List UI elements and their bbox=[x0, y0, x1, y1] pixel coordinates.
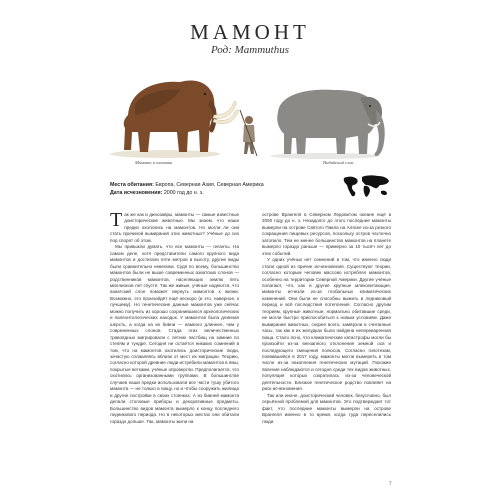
genus-subtitle: Род: Mammuthus bbox=[210, 44, 290, 56]
hunter-illustration bbox=[240, 110, 257, 156]
page-title: МАМОНТ bbox=[190, 20, 310, 44]
paragraph: острове Врангеля в Северном Ледовитом океане ещё в 2000 году до н. э. Незадолго до этого последние мамонты вымерли на острове Святого Павла на Аляске из-за резкого сокращения пищевых ресурсов, поскольку остров частично затопило. Тем не менее большинство мамонтов на планете вымерло гораздо раньше — примерно за 10 тысяч лет до этих событий. bbox=[262, 212, 391, 256]
info-block bbox=[110, 182, 264, 197]
paragraph: Так же как и динозавры, мамонты — самые известные доисторические животные. Мы знаем, что наши предки охотились на мамонтов. Но могли ли они стать причиной вымирания этих животных? Учёные до сих пор спорят об этом. bbox=[110, 209, 239, 243]
paragraph: Так или иначе, доисторический человек, безусловно, был серьёзной проблемой для мамонтов. Это подтверждает тот факт, что последние мамонты вымерли на острове Врангеля именно в то время, когда туда переселились люди. bbox=[262, 392, 391, 424]
habitat-line bbox=[110, 182, 264, 190]
page-number: 7 bbox=[389, 482, 392, 487]
paragraph: Мы привыкли думать, что все мамонты — гиганты. На самом деле, хотя представители самого крупного вида мамонтов и достигали пяти метров в высоту, другие виды были сравнительно невелики. Судя по всему, большинство мамонтов были не выше современных азиатских слонов — родственников мамонтов, населяющих землю пять миллионов лет спустя. Так же живые, учёные надеются, что азиатский слон поможет вернуть мамонтов к жизни. Возможно, это произойдёт ещё нескоро (и это, наверное, к лучшему). Но генетические данные мамонтов уже сейчас можно получить из хорошо сохранившихся археологических и палеонтологических находок. У мамонтов была длинная шерсть, а когда на их бивни — намного длиннее, чем у современных слонов. Стада этих величественных травоядных мигрировали с летних пастбищ на зимние по степям и тундре. Сегодня не остаётся никаких сомнений в том, что на мамонтов охотились доисторические люди, зачастую сплавляясь вблизи от мест их миграции. Теорию, согласно которой древние люди истребили мамонтов в ямы, покрытые ветками, учёные опровергли. Предполагается, что охотились организованными группами. В большинстве случаев наши предки использовали все части тушу убитого мамонта — не только в пищу, но и чтобы сооружать жилища и другие постройки в своих стоянках. А из бивней мамонта делали столовые приборы и декоративные предметы. Большинство видов мамонта вымерло к концу последнего ледникового периода. Но в некоторых местах они обитали гораздо дольше. Так, мамонты жили на bbox=[110, 244, 239, 424]
mammoth-elephant-illustration bbox=[110, 60, 400, 165]
paragraph: У одних учёных нет сомнений в том, что именно люди стали одной из причин исчезновения. Существуют теории, согласно которым человек массово истреблял мамонтов, особенно на территории Северной Америки. Другие учёные полагают, что, как и другие крупные млекопитающие, мамонты исчезли из-за глобальных климатических изменений. Они были не способны выжить в ледниковый период и всё последствия потепления. Согласно другим теориям, крупные животные, нормально обитавшие среди, не могли быстро приспособиться к новым условиям. Даже вымирание животных, скорее всего, замёрзли в считанные часы, так как в их желудках была найдена непереваренная пища. Стало ясно, что климатические катастрофы могли бы произойти из-за внезапного отклонения земной оси и последующего смещения полюсов. Согласно гипотезам, появившейся в 2017 году, мамонты могли вымереть в том числе из-за накопления генетических мутаций. Похожие явления наблюдаются и сегодня среди тех видов животных, популяция которых сократилась из-за человеческой деятельности. Близкое генетическое родство повлияет на риск исчезновения. bbox=[262, 257, 391, 392]
mammoth-illustration bbox=[124, 81, 238, 152]
world-map-icon bbox=[342, 173, 390, 199]
habitat-value: Европа, Северная Азия, Северная Америка bbox=[155, 182, 264, 188]
extinction-line bbox=[110, 190, 264, 198]
indian-elephant-illustration bbox=[277, 90, 384, 156]
extinction-label: Дата исчезновения: bbox=[110, 189, 163, 196]
extinction-value: 2000 год до н. э. bbox=[163, 189, 204, 196]
habitat-label: Места обитания: bbox=[110, 182, 154, 188]
mammoth-caption: Мамонт и охотник bbox=[135, 160, 173, 165]
text-column-left bbox=[110, 209, 239, 425]
text-column-right bbox=[262, 212, 391, 425]
elephant-caption: Индийский слон bbox=[323, 160, 354, 165]
